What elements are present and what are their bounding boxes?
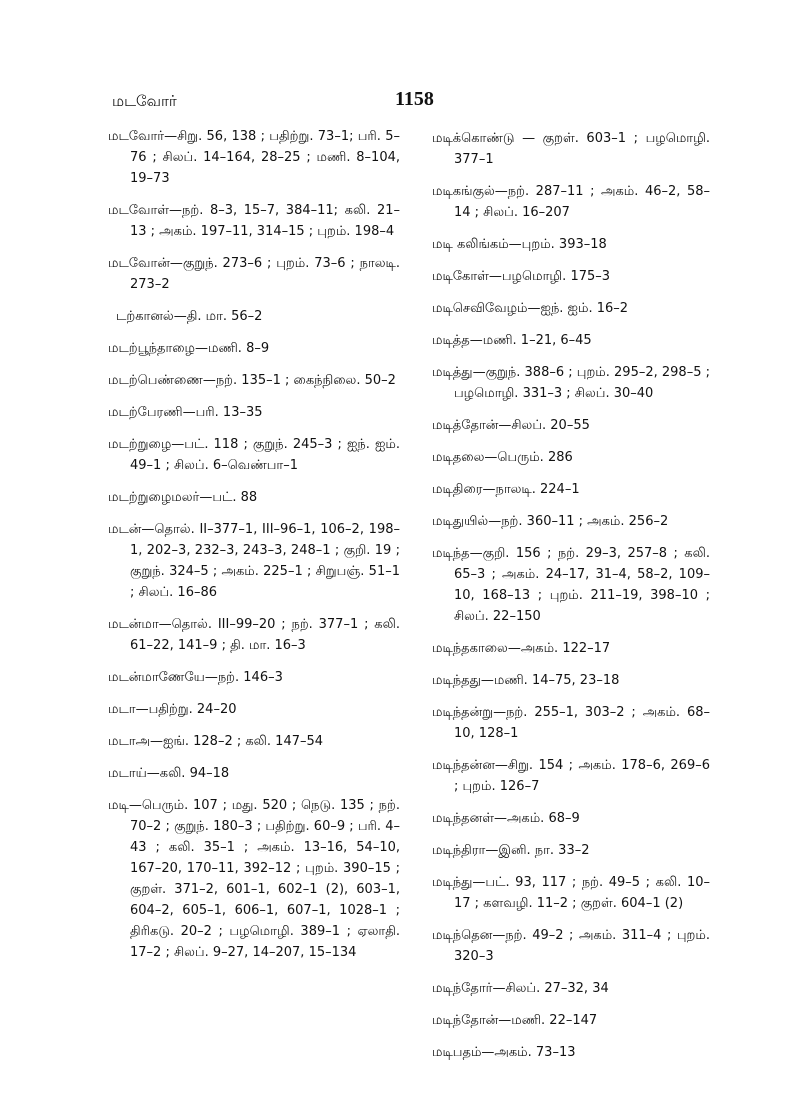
entry-references: —அகம். 122–17 <box>507 641 611 656</box>
entry-references: —குறுந். 273–6 ; புறம். 73–6 ; நாலடி. 273–2 <box>130 256 400 292</box>
entry-references: — குறள். 603–1 ; பழமொழி. 377–1 <box>454 131 710 167</box>
entry-headword: மடவோன் <box>108 256 170 271</box>
entry-headword: மடிகங்குல் <box>432 184 495 199</box>
entry-headword: மடிபதம் <box>432 1045 482 1060</box>
entry-headword: மடன் <box>108 522 142 537</box>
index-entry <box>108 763 400 784</box>
entry-references: —பெரும். 107 ; மது. 520 ; நெடு. 135 ; நற். 70–2 ; குறுந். 180–3 ; பதிற்று. 60–9 ; பரி. 4–43 ; கலி. 35–1 ; அகம். 13–16, 54–10, 167–20, 170–11, 392–12 ; புறம். 390–15 ; குறள். 371–2, 601–1, 602–1 (2), 603–1, 604–2, 605–1, 606–1, 607–1, 1028–1 ; திரிகடு. 20–2 ; பழமொழி. 389–1 ; ஏலாதி. 17–2 ; சிலப். 9–27, 14–207, 15–134 <box>128 798 400 960</box>
running-head: மடவோர் <box>112 92 177 110</box>
entry-headword: மடற்பேரணி <box>108 405 183 420</box>
entry-references: —குறுந். 388–6 ; புறம். 295–2, 298–5 ; பழமொழி. 331–3 ; சிலப். 30–40 <box>454 365 710 401</box>
entry-references: —நற். 287–11 ; அகம். 46–2, 58–14 ; சிலப். 16–207 <box>454 184 710 220</box>
entry-headword: மடித்து <box>432 365 473 380</box>
entry-headword: மடிந்தென <box>432 928 493 943</box>
index-entry <box>108 126 400 189</box>
entry-headword: மடிதுயில் <box>432 514 489 529</box>
entry-headword: மடவோர் <box>108 129 165 144</box>
entry-references: —நற். 8–3, 15–7, 384–11; கலி. 21–13 ; அகம். 197–11, 314–15 ; புறம். 198–4 <box>130 203 400 239</box>
index-entry <box>432 808 710 829</box>
page-number: 1158 <box>395 88 434 110</box>
entry-references: —நற். 135–1 ; கைந்நிலை. 50–2 <box>202 373 396 388</box>
entry-headword: மடிந்த <box>432 546 470 561</box>
entry-headword: மடிந்தோன் <box>432 1013 499 1028</box>
entry-references: —ஐந். ஐம். 16–2 <box>527 301 629 316</box>
index-entry <box>432 298 710 319</box>
index-entry <box>432 638 710 659</box>
entry-references: —நற். 255–1, 303–2 ; அகம். 68–10, 128–1 <box>454 705 710 741</box>
entry-headword: மடித்தோன் <box>432 418 499 433</box>
entry-headword: மடிதலை <box>432 450 485 465</box>
index-entry <box>108 667 400 688</box>
entry-references: —மணி. 1–21, 6–45 <box>469 333 592 348</box>
index-entry <box>432 925 710 967</box>
index-entry <box>108 487 400 508</box>
entry-references: —தி. மா. 56–2 <box>173 309 263 324</box>
entry-references: —பழமொழி. 175–3 <box>488 269 611 284</box>
entry-references: —குறி. 156 ; நற். 29–3, 257–8 ; கலி. 65–3 ; அகம். 24–17, 31–4, 58–2, 109–10, 168–13 ; புறம். 211–19, 398–10 ; சிலப். 22–150 <box>454 546 710 624</box>
entry-references: —சிறு. 154 ; அகம். 178–6, 269–6 ; புறம். 126–7 <box>454 758 710 794</box>
entry-headword: மடிந்தகாலை <box>432 641 508 656</box>
right-column <box>432 128 710 1074</box>
entry-references: —இனி. நா. 33–2 <box>485 843 590 858</box>
entry-references: —அகம். 73–13 <box>481 1045 576 1060</box>
entry-headword: மடற்றுழை <box>108 437 172 452</box>
index-entry <box>432 447 710 468</box>
index-entry <box>432 330 710 351</box>
entry-references: —நற். 360–11 ; அகம். 256–2 <box>488 514 669 529</box>
index-entry <box>432 755 710 797</box>
index-entry <box>432 670 710 691</box>
index-entry <box>432 1010 710 1031</box>
entry-headword: மடன்மா <box>108 617 159 632</box>
index-entry <box>432 1042 710 1063</box>
entry-headword: மடிந்தன்று <box>432 705 494 720</box>
index-entry <box>432 511 710 532</box>
entry-references: —அகம். 68–9 <box>493 811 580 826</box>
entry-references: —பரி. 13–35 <box>182 405 263 420</box>
index-entry <box>432 362 710 404</box>
index-entry <box>108 402 400 423</box>
entry-references: —சிலப். 20–55 <box>498 418 590 433</box>
entry-headword: மடிந்தது <box>432 673 481 688</box>
entry-headword: மடிசெவிவேழம் <box>432 301 528 316</box>
index-entry <box>108 338 400 359</box>
entry-headword: மடிந்திரா <box>432 843 486 858</box>
entry-headword: மடா <box>108 702 136 717</box>
index-entry <box>108 253 400 295</box>
entry-references: —பட். 93, 117 ; நற். 49–5 ; கலி. 10–17 ; களவழி. 11–2 ; குறள். 604–1 (2) <box>454 875 710 911</box>
entry-references: —மணி. 8–9 <box>195 341 270 356</box>
entry-references: —தொல். III–99–20 ; நற். 377–1 ; கலி. 61–22, 141–9 ; தி. மா. 16–3 <box>130 617 400 653</box>
index-entry <box>432 872 710 914</box>
entry-references: —பட். 88 <box>199 490 258 505</box>
entry-references: —தொல். II–377–1, III–96–1, 106–2, 198–1, 202–3, 232–3, 243–3, 248–1 ; குறி. 19 ; குறுந். 324–5 ; அகம். 225–1 ; சிறுபஞ். 51–1 ; சிலப். 16–86 <box>130 522 400 600</box>
entry-references: —பதிற்று. 24–20 <box>135 702 237 717</box>
index-entry <box>108 731 400 752</box>
index-entry <box>432 181 710 223</box>
index-entry <box>108 370 400 391</box>
index-entry <box>432 978 710 999</box>
entry-headword: மடிந்தனள் <box>432 811 494 826</box>
left-column <box>108 126 400 974</box>
index-entry <box>432 128 710 170</box>
entry-references: —சிலப். 27–32, 34 <box>492 981 609 996</box>
entry-references: —மணி. 14–75, 23–18 <box>480 673 620 688</box>
entry-references: —பெரும். 286 <box>484 450 573 465</box>
entry-headword: மடிந்தன்ன <box>432 758 495 773</box>
entry-references: —சிறு. 56, 138 ; பதிற்று. 73–1; பரி. 5–76 ; சிலப். 14–164, 28–25 ; மணி. 8–104, 19–73 <box>130 129 400 186</box>
entry-references: —நாலடி. 224–1 <box>482 482 580 497</box>
entry-headword: மடி கலிங்கம் <box>432 237 509 252</box>
index-entry <box>108 795 400 963</box>
index-entry <box>432 234 710 255</box>
entry-headword: மடற்றுழைமலர் <box>108 490 200 505</box>
index-entry <box>108 614 400 656</box>
index-entry <box>432 479 710 500</box>
entry-references: —கலி. 94–18 <box>146 766 230 781</box>
entry-headword: மடி <box>108 798 129 813</box>
entry-headword: மடற்பெண்ணை <box>108 373 203 388</box>
entry-headword: மடற்பூந்தாழை <box>108 341 196 356</box>
index-entry <box>432 543 710 627</box>
entry-references: —நற். 146–3 <box>204 670 283 685</box>
index-entry <box>108 699 400 720</box>
entry-references: —நற். 49–2 ; அகம். 311–4 ; புறம். 320–3 <box>454 928 710 964</box>
entry-headword: மடிந்தோர் <box>432 981 493 996</box>
entry-headword: மடன்மாணேயே <box>108 670 205 685</box>
entry-headword: மடிதிரை <box>432 482 483 497</box>
entry-references: —புறம். 393–18 <box>508 237 607 252</box>
entry-headword: மடிகோள் <box>432 269 489 284</box>
entry-references: —மணி. 22–147 <box>498 1013 598 1028</box>
index-entry <box>432 840 710 861</box>
entry-headword: மடாய் <box>108 766 147 781</box>
index-entry <box>432 266 710 287</box>
index-entry <box>116 306 400 327</box>
entry-headword: மடிக்கொண்டு <box>432 131 515 146</box>
index-entry <box>108 434 400 476</box>
entry-headword: டற்கானல் <box>116 309 174 324</box>
entry-headword: மடவோள் <box>108 203 170 218</box>
index-entry <box>108 200 400 242</box>
entry-references: —ஐங். 128–2 ; கலி. 147–54 <box>150 734 324 749</box>
entry-headword: மடாஅ <box>108 734 151 749</box>
index-entry <box>432 702 710 744</box>
entry-references: —பட். 118 ; குறுந். 245–3 ; ஐந். ஐம். 49–1 ; சிலப். 6–வெண்பா–1 <box>130 437 400 473</box>
entry-headword: மடித்த <box>432 333 470 348</box>
index-entry <box>432 415 710 436</box>
index-entry <box>108 519 400 603</box>
entry-headword: மடிந்து <box>432 875 473 890</box>
